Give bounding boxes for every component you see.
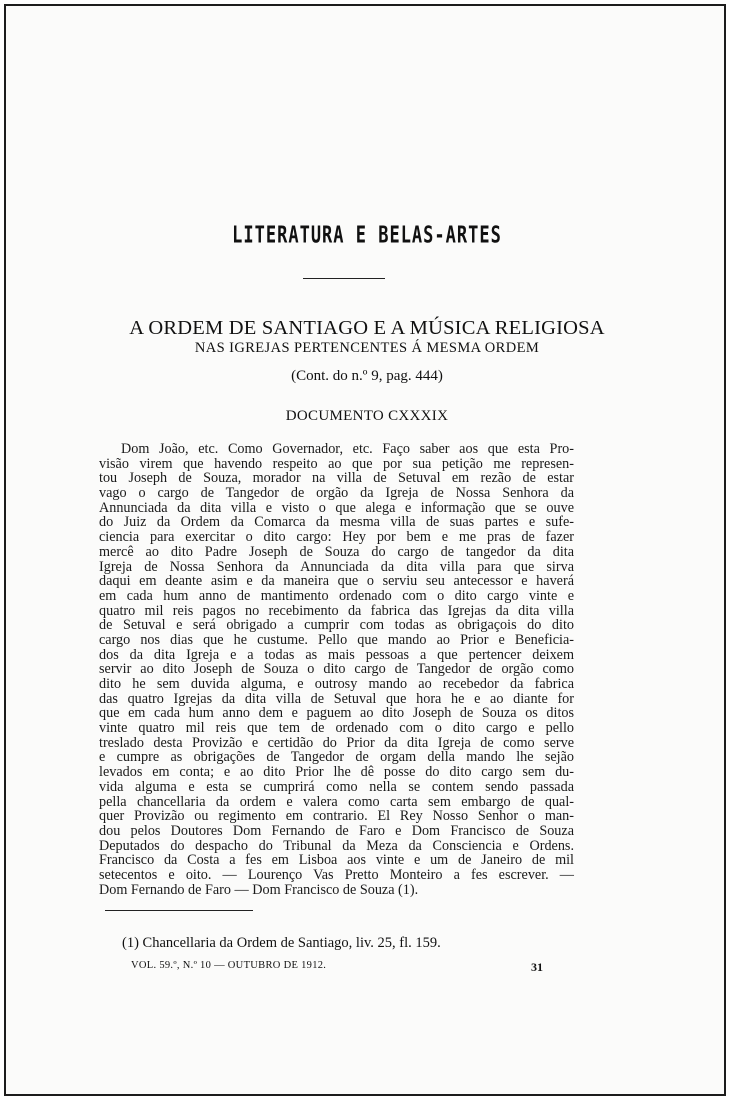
article-subtitle: NAS IGREJAS PERTENCENTES Á MESMA ORDEM [194, 340, 540, 356]
footnote-divider [105, 910, 253, 911]
body-line: das quatro Igrejas da dita villa de Setuval que hora he e ao diante for [99, 690, 574, 707]
body-line: treslado desta Provizão e certidão do Prior da dita Igreja de como serve [99, 734, 574, 751]
body-line: dito he sem duvida alguma, e outrosy mando ao recebedor da fabrica [99, 676, 574, 692]
document-body [99, 442, 574, 897]
continuation-note: (Cont. do n.º 9, pag. 444) [291, 368, 443, 384]
body-line: quatro mil reis pagos no recebimento da fabrica das Igrejas da dita villa [99, 602, 574, 619]
body-line: vago o cargo de Tangedor de orgão da Igreja de Nossa Senhora da [99, 485, 574, 502]
body-line: Igreja de Nossa Senhora da Annunciada da dita villa para que sirva [99, 558, 574, 575]
body-line: em cada hum anno de mantimento ordenado com o dito cargo vinte e [99, 587, 574, 604]
body-line: mercê ao dito Padre Joseph de Souza do cargo de tangedor da dita [99, 543, 574, 560]
body-line: tou Joseph de Souza, morador na villa de Setuval em rezão de estar [99, 470, 574, 487]
body-line: cargo nos dias que he custume. Pello que mando ao Prior e Beneficia- [99, 631, 574, 648]
body-line: do Juiz da Ordem da Comarca da mesma villa de suas partes e sufe- [99, 514, 574, 531]
title-divider [303, 278, 385, 279]
body-line: dou pelos Doutores Dom Fernando de Faro e Dom Francisco de Souza [99, 822, 574, 839]
body-line: e cumpre as obrigações de Tangedor de orgam della mando lhe sejão [99, 749, 574, 766]
body-line: Dom Fernando de Faro — Dom Francisco de Souza (1). [99, 881, 419, 898]
body-line: servir ao dito Joseph de Souza o dito cargo de Tangedor de orgão como [99, 661, 574, 678]
volume-info: VOL. 59.º, N.º 10 — OUTUBRO DE 1912. [131, 960, 327, 971]
body-line: Dom João, etc. Como Governador, etc. Faço saber aos que esta Pro- [121, 441, 574, 457]
article-title: A ORDEM DE SANTIAGO E A MÚSICA RELIGIOSA [129, 317, 605, 339]
body-line: setecentos e oito. — Lourenço Vas Pretto Monteiro a fes escrever. — [99, 866, 574, 883]
document-heading: DOCUMENTO CXXXIX [285, 408, 449, 424]
document-page [4, 4, 726, 1096]
body-line: visão virem que havendo respeito ao que por sua petição me represen- [99, 455, 574, 472]
body-line: vinte quatro mil reis que tem de ordenado com o dito cargo e pello [99, 720, 574, 737]
body-line: Francisco da Costa a fes em Lisboa aos vinte e um de Janeiro de mil [99, 852, 574, 869]
body-line: Annunciada da dita villa e visto o que alega e informação que se ouve [99, 499, 574, 516]
body-line: pella chancellaria da ordem e valera como carta sem embargo de qual- [99, 793, 574, 810]
page-number: 31 [531, 960, 543, 974]
body-line: dos da dita Igreja e a todas as mais pessoas a que pertencer deixem [99, 646, 574, 663]
body-line: ciencia para exercitar o dito cargo: Hey por bem e me pras de fazer [99, 529, 574, 546]
body-line: vida alguma e esta se cumprirá como nella se contem sendo passada [99, 778, 574, 795]
body-line: daqui em deante asim e da maneira que o serviu seu antecessor e haverá [99, 573, 574, 590]
section-title: LITERATURA E BELAS-ARTES [232, 222, 502, 249]
body-line: quer Provizão ou regimento em contrario. El Rey Nosso Senhor o man- [99, 808, 574, 825]
body-line: levados em conta; e ao dito Prior lhe dê posse do dito cargo sem du- [99, 764, 574, 781]
footnote: (1) Chancellaria da Ordem de Santiago, liv. 25, fl. 159. [122, 935, 441, 951]
body-line: de Setuval e será obrigado a cumprir com todas as obrigaçois do dito [99, 617, 574, 634]
body-line: que em cada hum anno dem e paguem ao dito Joseph de Souza os ditos [99, 705, 574, 722]
body-line: Deputados do despacho do Tribunal da Meza da Consciencia e Ordens. [99, 837, 574, 854]
